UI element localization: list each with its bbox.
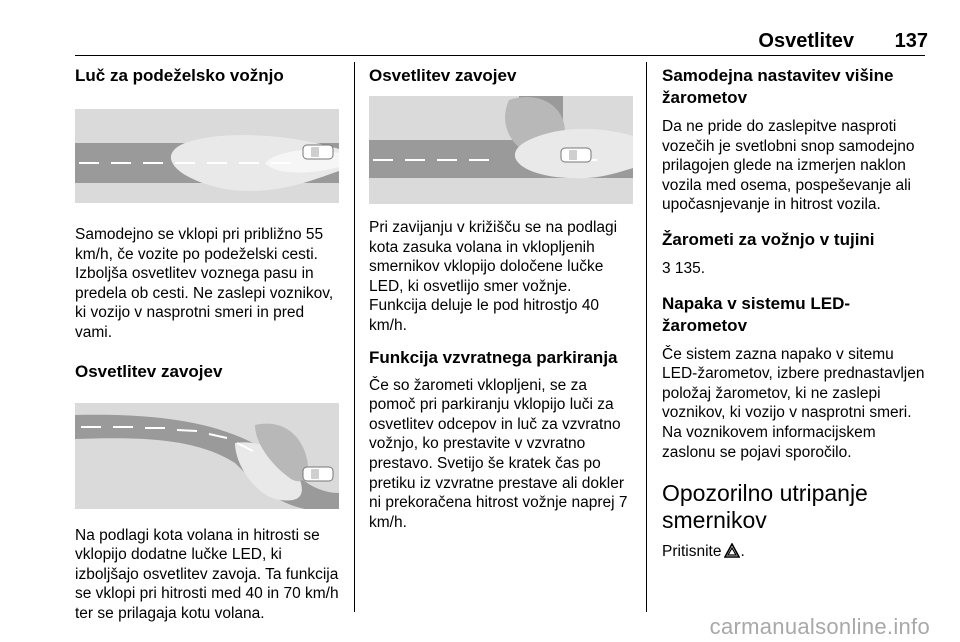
column-divider-2 (646, 62, 647, 612)
figure-country-light (75, 109, 339, 203)
car-icon-2 (303, 467, 333, 481)
paragraph-turning-light: Pri zavijanju v križišču se na podlagi kota zasuka volana in vklopljenih smernikov vklopijo določene lučke LED, ki osvetlijo smer vožnje. Funkcija deluje le pod hitrostjo 40 km/h. (369, 219, 618, 334)
column-3 (662, 62, 928, 564)
heading-turning-light: Osvetlitev zavojev (369, 66, 517, 85)
paragraph-cornering-light: Na podlagi kota volana in hitrosti se vklopijo dodatne lučke LED, ki izboljšajo osvetlitev zavoja. Ta funkcija se vklopi pri hitrosti med 40 in 70 km/h ter se prilagaja kotu volana. (75, 526, 339, 622)
column-divider-1 (354, 62, 355, 612)
hazard-warning-triangle-icon (724, 543, 740, 564)
car-icon (303, 145, 333, 159)
paragraph-levelling: Da ne pride do zaslepitve nasproti vozečih je svetlobni snop samodejno prilagojen glede na izmerjen naklon vozila med osema, pospeševanje ali upočasnjevanje in hitrost vozila. (662, 118, 915, 214)
heading-levelling: Samodejna nastavitev višine žarometov (662, 66, 894, 107)
figure-cornering-light (75, 403, 339, 509)
paragraph-led-fault: Če sistem zazna napako v sitemu LED-žarometov, izbere prednastavljen položaj žarometov, ki ne zaslepi voznikov, ki vozijo v nasprotni smeri. Na voznikovem informacijskem zaslonu se pojavi sporočilo. (662, 345, 925, 461)
heading-reverse-parking: Funkcija vzvratnega parkiranja (369, 347, 618, 367)
heading-country-light: Luč za podeželsko vožnjo (75, 66, 284, 85)
heading-driving-abroad: Žarometi za vožnjo v tujini (662, 229, 875, 249)
hazard-instruction: Pritisnite (662, 543, 722, 561)
section-title: Osvetlitev (758, 30, 854, 52)
heading-hazard-flashers: Opozorilno utripanje smernikov (662, 480, 868, 534)
paragraph-reverse-parking: Če so žarometi vklopljeni, se za pomoč pri parkiranju vklopijo luči za osvetlitev odcepov in luč za vzvratno vožnjo, ko prestavite v vzvratno prestavo. Svetijo še kratek čas po pretiku iz vzvratne prestave ali dokler ni prekoračena hitrost vožnje naprej 7 km/h. (369, 376, 628, 531)
page-number: 137 (894, 30, 928, 52)
paragraph-country-light: Samodejno se vklopi pri približno 55 km/h, če vozite po podeželski cesti. Izboljša osvetlitev voznega pasu in predela ob cesti. Ne zaslepi voznikov, ki vozijo v nasprotni smeri in pred vami. (75, 226, 334, 341)
hazard-instruction-end: . (740, 543, 745, 561)
heading-led-fault: Napaka v sistemu LED-žarometov (662, 293, 851, 335)
column-1 (75, 62, 343, 624)
watermark: carmanualsonline.info (709, 614, 930, 639)
figure-turning-light (369, 96, 633, 204)
paragraph-hazard-flashers (662, 542, 928, 564)
column-2 (369, 62, 633, 532)
paragraph-driving-abroad[interactable]: 3 135. (662, 259, 706, 277)
header-divider (75, 55, 925, 56)
heading-cornering-light: Osvetlitev zavojev (75, 361, 223, 381)
car-icon-3 (561, 148, 591, 162)
